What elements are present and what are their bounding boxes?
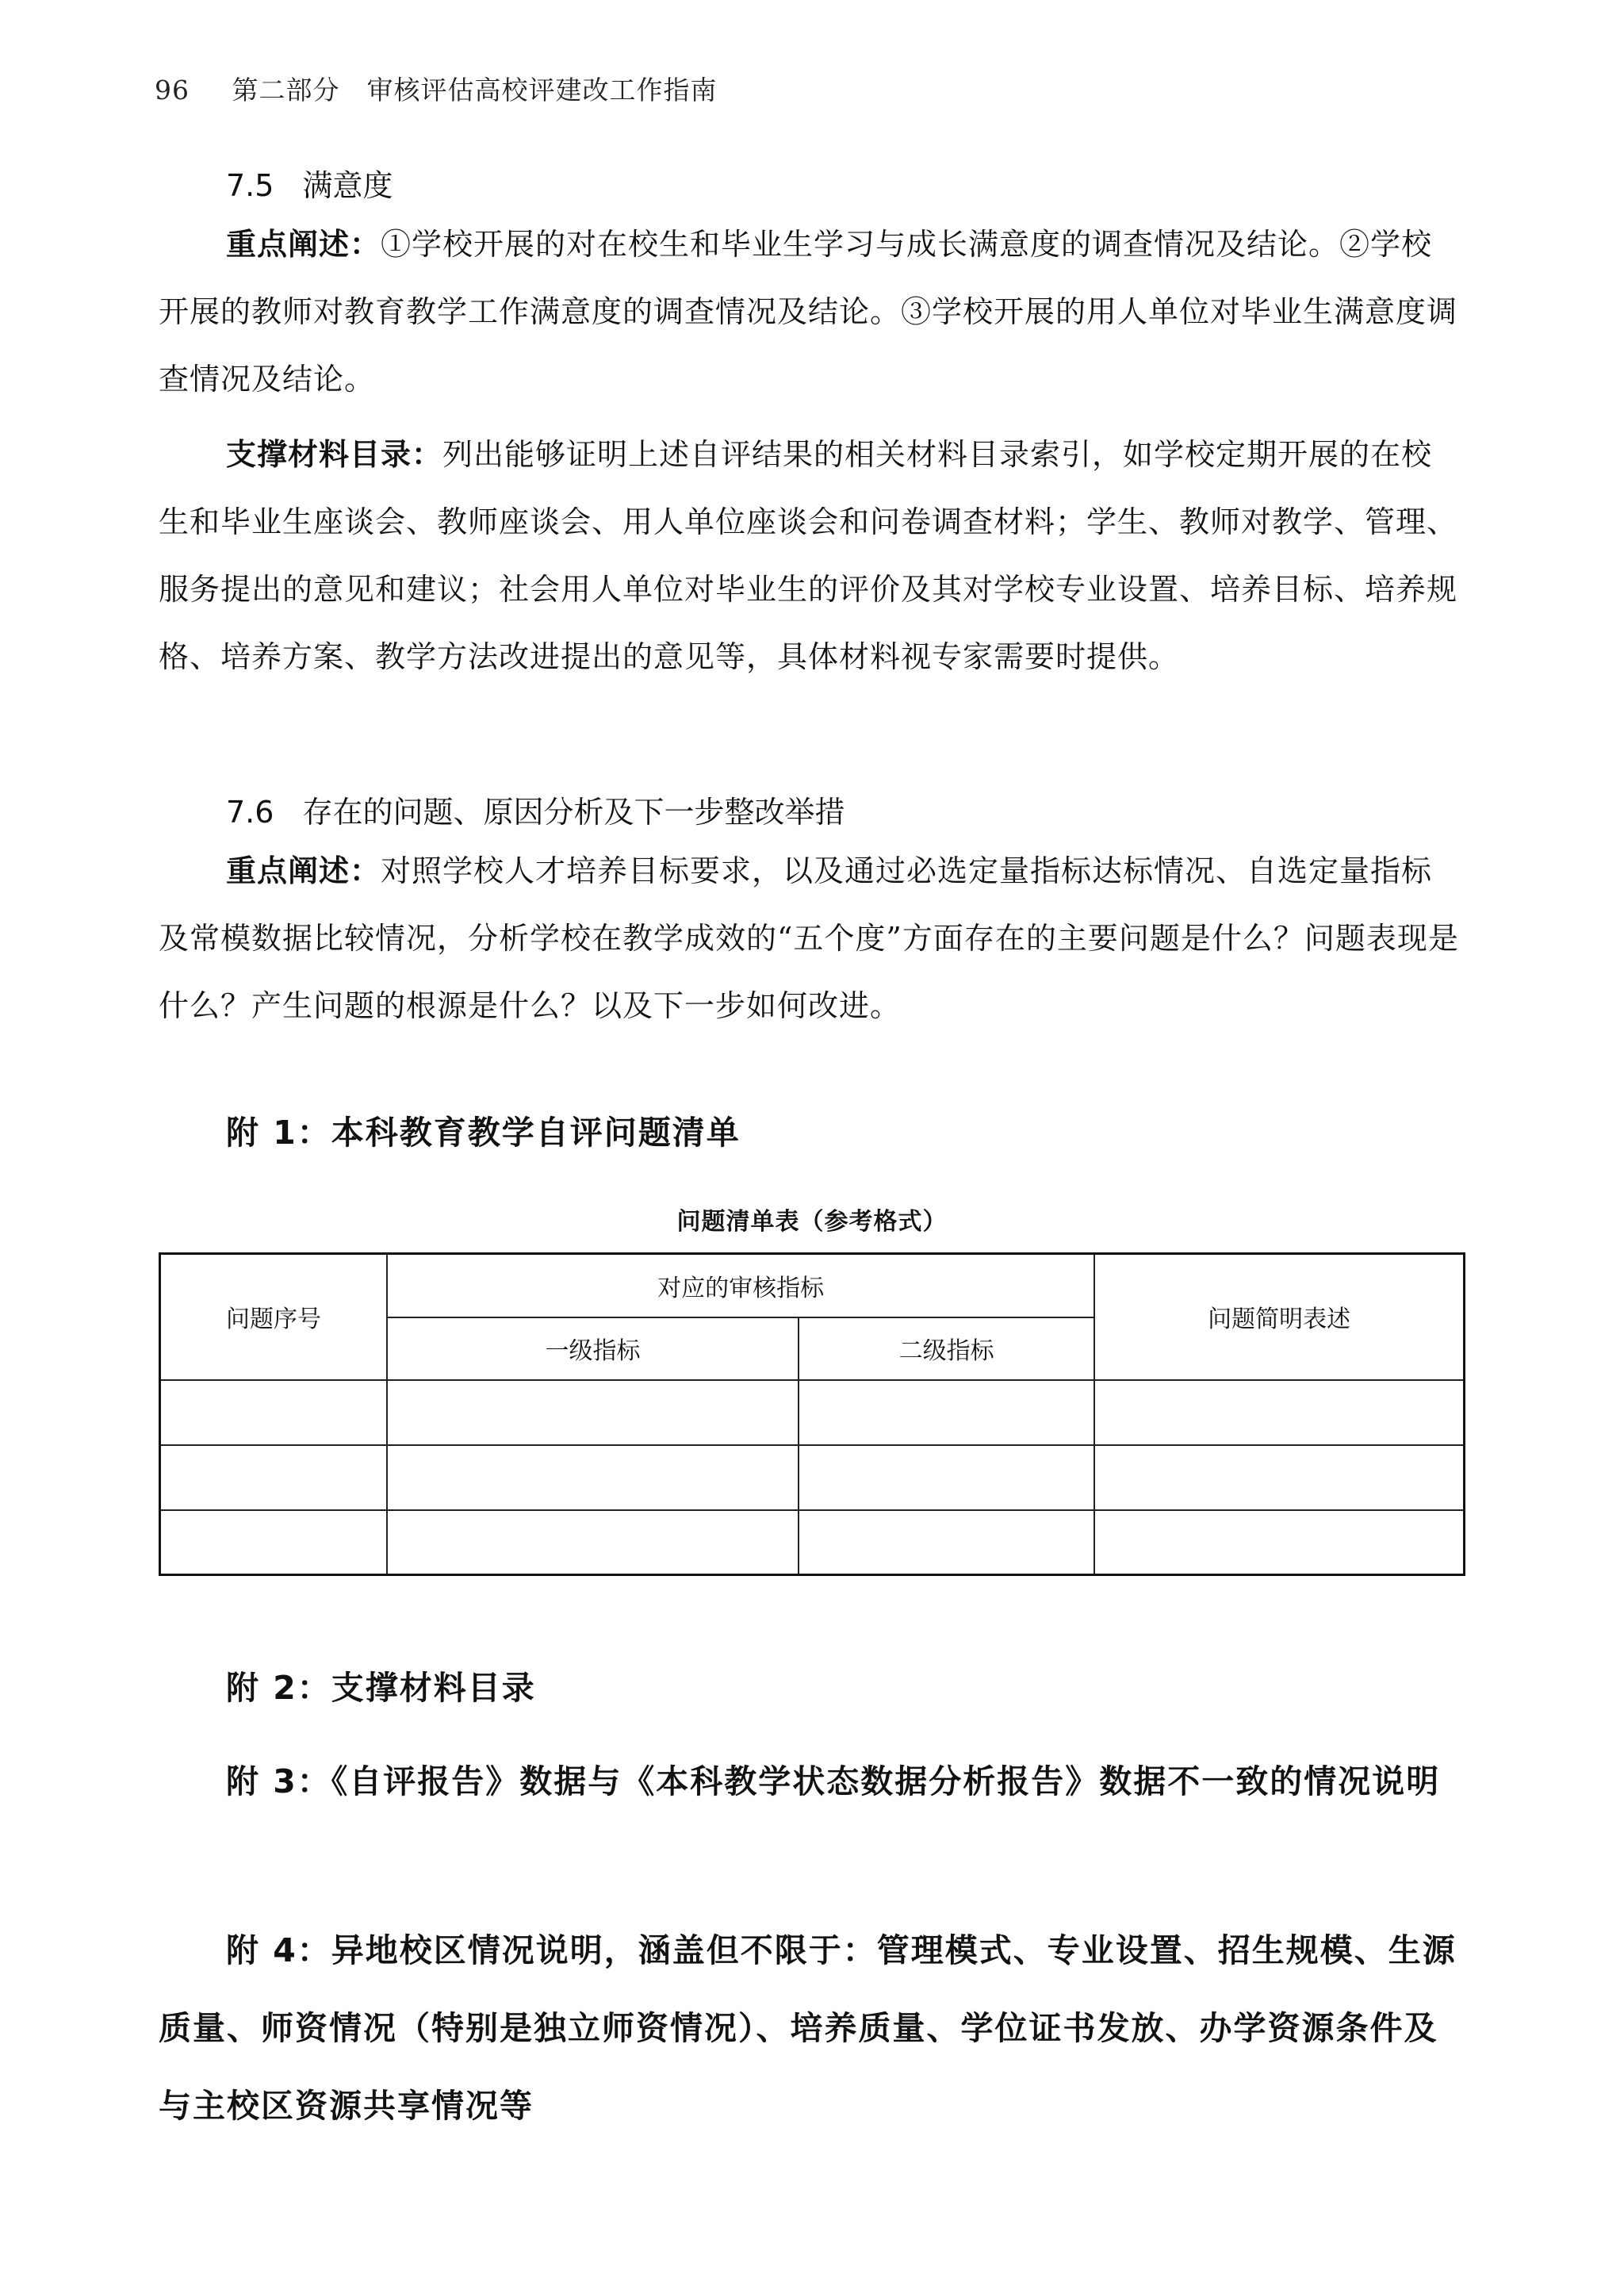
table-cell: [1094, 1445, 1464, 1510]
paragraph-7-5-materials: [159, 421, 1459, 691]
table-cell: [799, 1510, 1094, 1575]
section-heading-7-6: [226, 788, 845, 831]
table-cell: [387, 1510, 799, 1575]
appendix-1-title: 附 1：本科教育教学自评问题清单: [226, 1114, 741, 1152]
running-title: 第二部分 审核评估高校评建改工作指南: [232, 75, 718, 105]
table-cell: [160, 1445, 387, 1510]
column-header-level2: 二级指标: [799, 1317, 1094, 1380]
key-points-label: 重点阐述：: [226, 853, 381, 888]
table-caption: 问题清单表（参考格式）: [676, 1208, 948, 1236]
materials-text: 列出能够证明上述自评结果的相关材料目录索引，如学校定期开展的在校生和毕业生座谈会、教师座谈会、用人单位座谈会和问卷调查材料；学生、教师对教学、管理、服务提出的意见和建议；社会用人单位对毕业生的评价及其对学校专业设置、培养目标、培养规格、培养方案、教学方法改进提出的意见等，具体材料视专家需要时提供。: [159, 437, 1458, 674]
page-number: 96: [155, 75, 190, 105]
table-cell: [160, 1380, 387, 1445]
paragraph-7-5-key-points: [159, 211, 1459, 413]
table-cell: [1094, 1510, 1464, 1575]
appendix-2-title: 附 2：支撑材料目录: [226, 1669, 536, 1707]
column-header-description: 问题简明表述: [1094, 1254, 1464, 1380]
table-cell: [799, 1445, 1094, 1510]
table-cell: [387, 1445, 799, 1510]
column-header-seq: 问题序号: [160, 1254, 387, 1380]
problem-list-table: [159, 1252, 1465, 1576]
section-title: 满意度: [302, 168, 393, 203]
running-header: [155, 70, 718, 107]
section-number: 7.5: [226, 168, 274, 203]
section-title: 存在的问题、原因分析及下一步整改举措: [302, 795, 845, 830]
table-cell: [1094, 1380, 1464, 1445]
column-header-level1: 一级指标: [387, 1317, 799, 1380]
table-row: [160, 1510, 1465, 1575]
materials-label: 支撑材料目录：: [226, 437, 443, 472]
appendix-4-title: 附 4：异地校区情况说明，涵盖但不限于：管理模式、专业设置、招生规模、生源质量、师资情况（特别是独立师资情况）、培养质量、学位证书发放、办学资源条件及与主校区资源共享情况等: [159, 1931, 1457, 2125]
paragraph-7-6-key-points: [159, 838, 1459, 1040]
section-heading-7-5: [226, 161, 393, 205]
table-cell: [799, 1380, 1094, 1445]
table-row: [160, 1445, 1465, 1510]
table-row: [160, 1380, 1465, 1445]
appendix-3-title: 附 3：《自评报告》数据与《本科教学状态数据分析报告》数据不一致的情况说明: [226, 1762, 1441, 1800]
table-cell: [160, 1510, 387, 1575]
key-points-text: 对照学校人才培养目标要求，以及通过必选定量指标达标情况、自选定量指标及常模数据比较情况，分析学校在教学成效的“五个度”方面存在的主要问题是什么？问题表现是什么？产生问题的根源是什么？以及下一步如何改进。: [159, 853, 1459, 1023]
key-points-label: 重点阐述：: [226, 227, 381, 262]
key-points-text: ①学校开展的对在校生和毕业生学习与成长满意度的调查情况及结论。②学校开展的教师对教育教学工作满意度的调查情况及结论。③学校开展的用人单位对毕业生满意度调查情况及结论。: [159, 227, 1458, 397]
column-header-indicator-group: 对应的审核指标: [387, 1254, 1094, 1317]
section-number: 7.6: [226, 795, 274, 830]
table-cell: [387, 1380, 799, 1445]
